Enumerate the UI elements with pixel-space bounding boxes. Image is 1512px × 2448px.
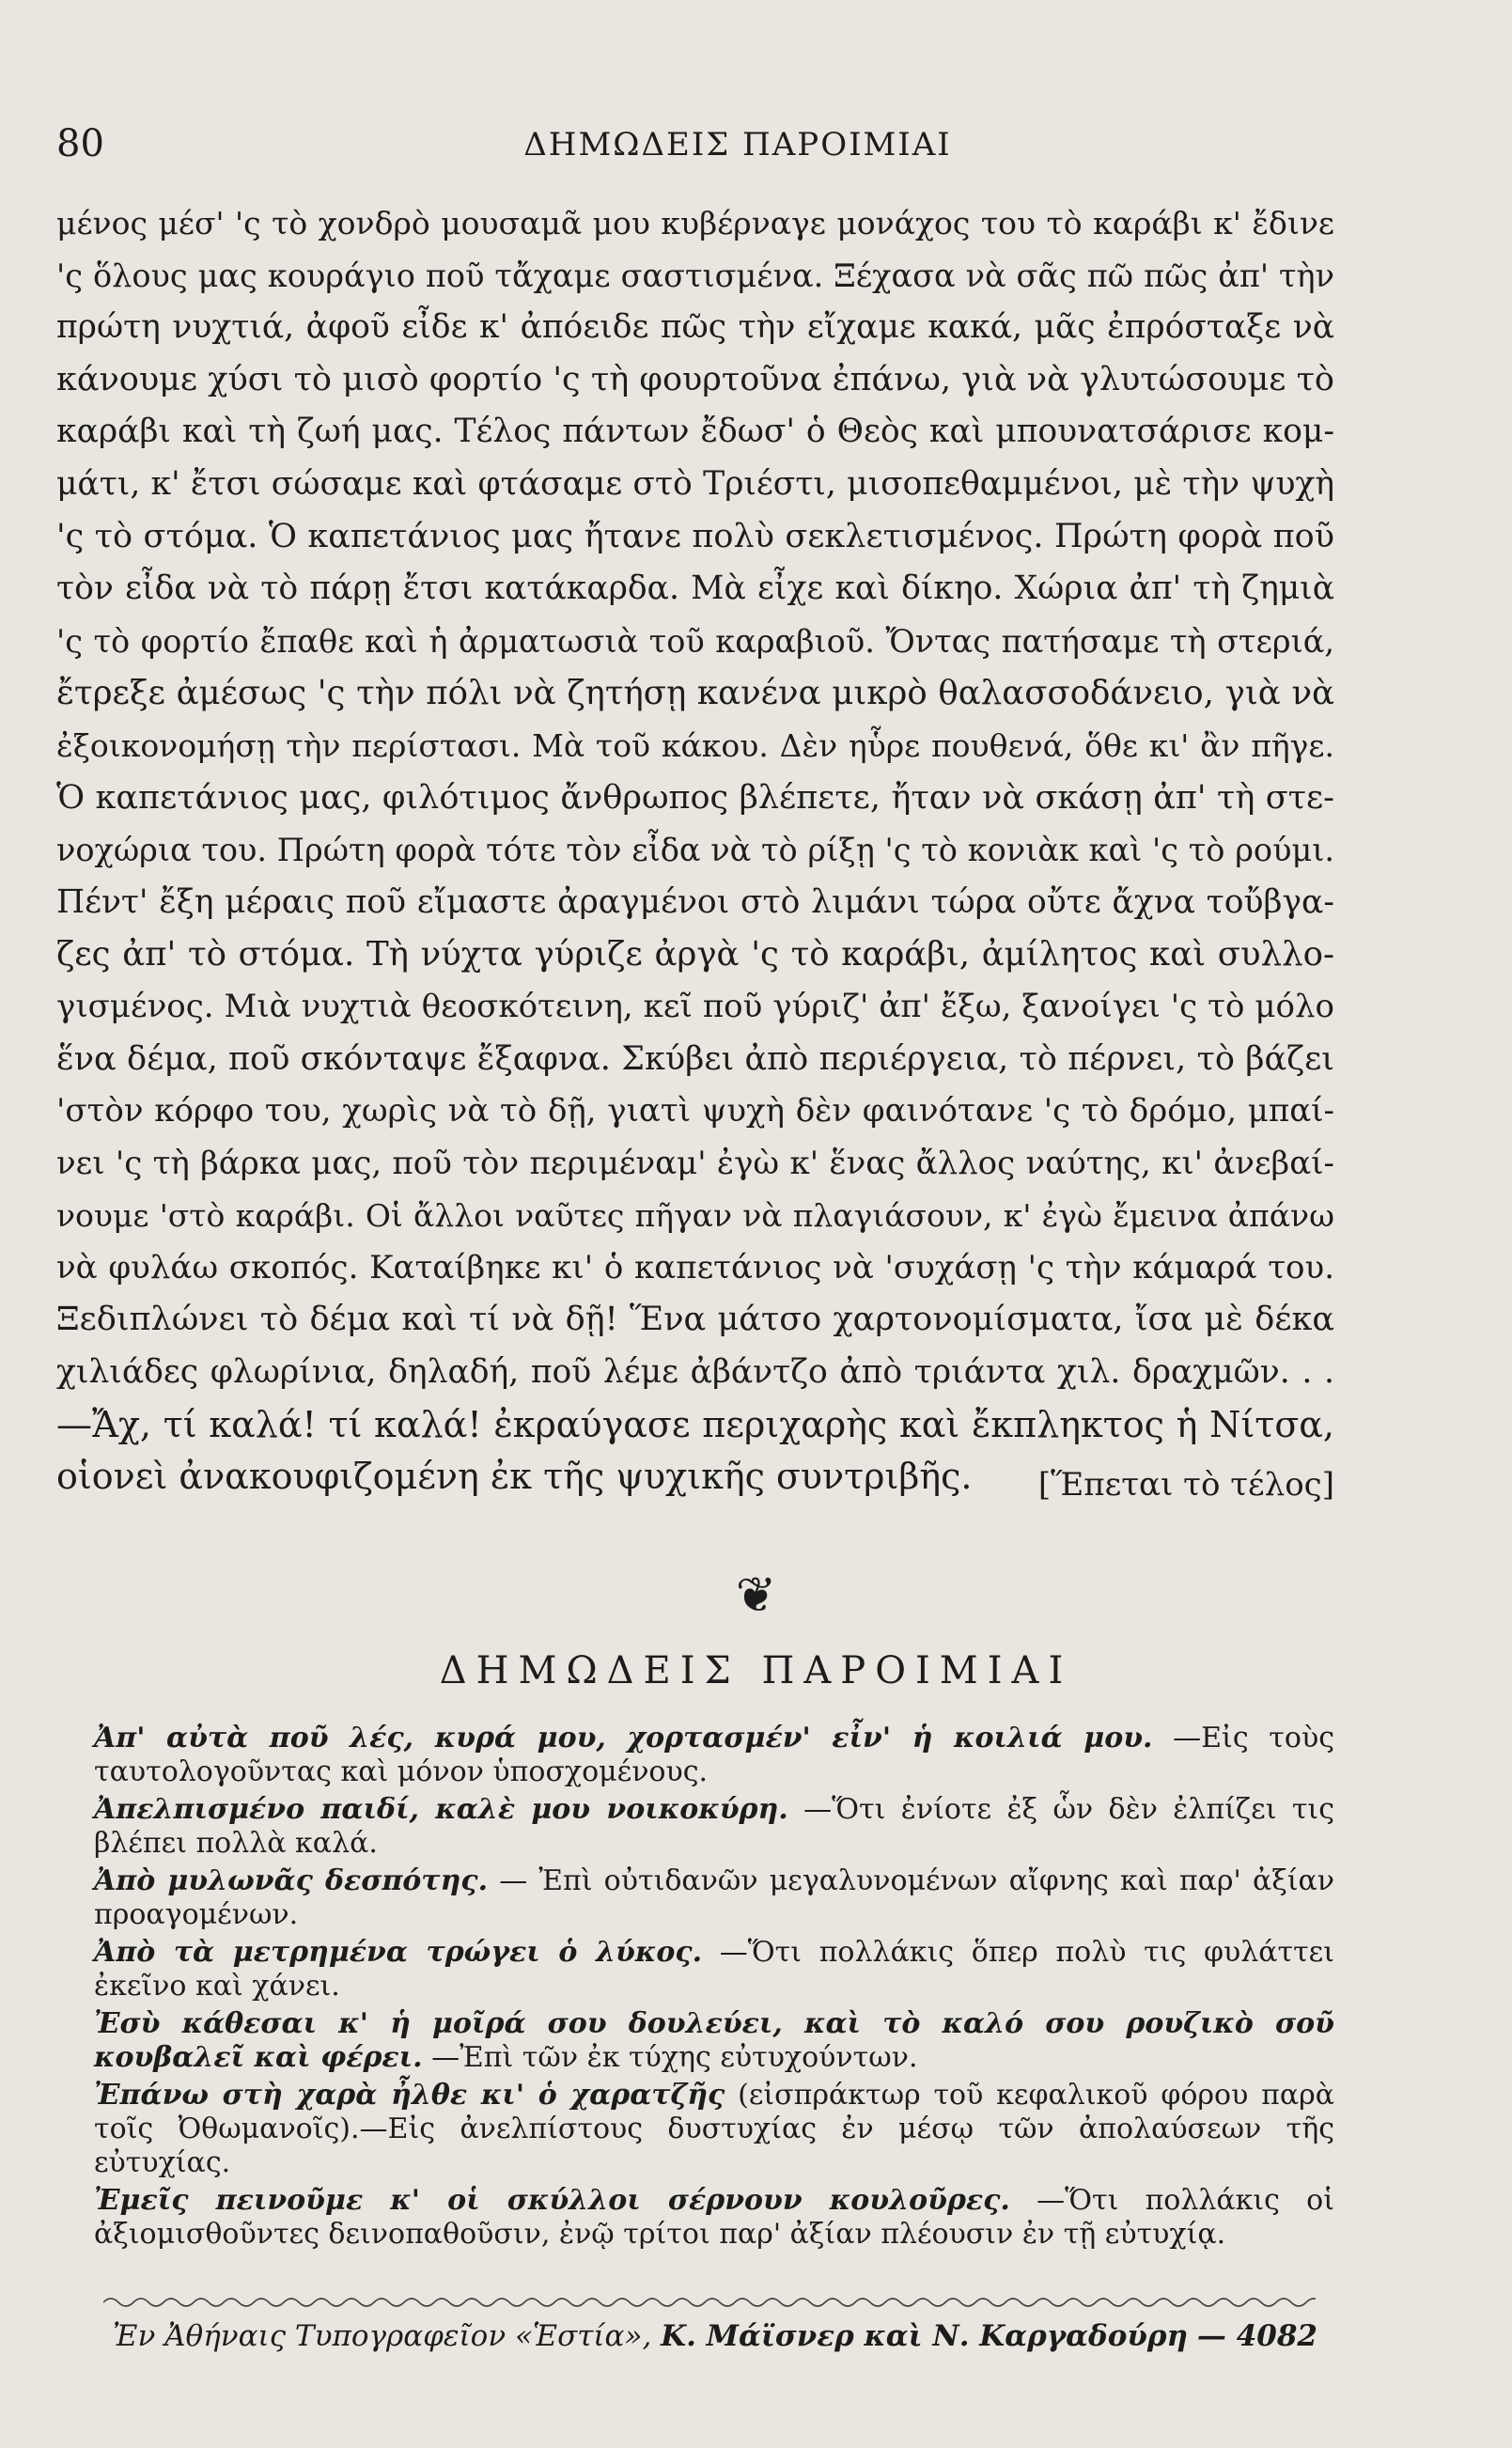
text-line: ἐξοικονομήσῃ τὴν περίστασι. Μὰ τοῦ κάκου. Δὲν ηὗρε πουθενά, ὅθε κι' ἂν πῆγε.	[56, 726, 1334, 764]
text-line: νει 'ς τὴ βάρκα μας, ποῦ τὸν περιμέναμ' ἐγὼ κ' ἕνας ἄλλος ναύτης, κι' ἀνεβαί-	[56, 1144, 1334, 1182]
text-line: ζες ἀπ' τὸ στόμα. Τὴ νύχτα γύριζε ἀργὰ 'ς τὸ καράβι, ἀμίλητος καὶ συλλο-	[56, 935, 1334, 975]
proverb-entry	[94, 2184, 1334, 2252]
printer-imprint: Ἐν Ἀθήναις Τυπογραφεῖον «Ἑστία», Κ. Μάϊσνερ καὶ Ν. Καργαδούρη — 4082	[113, 2319, 1317, 2353]
text-line: Ξεδιπλώνει τὸ δέμα καὶ τί νὰ δῇ! Ἕνα μάτσο χαρτονομίσματα, ἴσα μὲ δέκα	[56, 1301, 1334, 1339]
text-line: πρώτη νυχτιά, ἀφοῦ εἶδε κ' ἀπόειδε πῶς τὴν εἴχαμε κακά, μᾶς ἐπρόσταξε νὰ	[56, 308, 1334, 347]
page-header	[56, 122, 1419, 179]
text-line: χιλιάδες φλωρίνια, δηλαδή, ποῦ λέμε ἀβάντζο ἀπὸ τριάντα χιλ. δραχμῶν. . .	[56, 1353, 1334, 1392]
text-line: νοχώρια του. Πρώτη φορὰ τότε τὸν εἶδα νὰ τὸ ρίξῃ 'ς τὸ κονιὰκ καὶ 'ς τὸ ρούμι.	[56, 832, 1334, 869]
text-line: νουμε 'στὸ καράβι. Οἱ ἄλλοι ναῦτες πῆγαν νὰ πλαγιάσουν, κ' ἐγὼ ἔμεινα ἀπάνω	[56, 1197, 1334, 1235]
proverb-gloss: —Ὅτι πολλάκις ὅπερ πολὺ τις φυλάττει ἐκεῖνο καὶ χάνει.	[94, 1936, 1334, 2003]
text-line: γισμένος. Μιὰ νυχτιὰ θεοσκότεινη, κεῖ ποῦ γύριζ' ἀπ' ἔξω, ξανοίγει 'ς τὸ μόλο	[56, 987, 1334, 1025]
text-line: μένος μέσ' 'ς τὸ χονδρὸ μουσαμᾶ μου κυβέρναγε μονάχος του τὸ καράβι κ' ἔδινε	[56, 205, 1334, 242]
proverb-gloss: —Ὅτι ἐνίοτε ἐξ ὧν δὲν ἐλπίζει τις βλέπει πολλὰ καλά.	[94, 1793, 1334, 1860]
story-text	[56, 197, 1334, 1504]
proverb-gloss: (εἰσπράκτωρ τοῦ κεφαλικοῦ φόρου παρὰ τοῖς Ὀθωμανοῖς).—Εἰς ἀνελπίστους δυστυχίας ἐν μέσῳ τῶν ἀπολαύσεων τῆς εὐτυχίας.	[94, 2079, 1335, 2179]
proverb-text: Ἀπὸ τὰ μετρημένα τρώγει ὁ λύκος.	[94, 1936, 703, 1969]
proverb-gloss: —Ὅτι πολλάκις οἱ ἀξιομισθοῦντες δεινοπαθοῦσιν, ἐνῷ τρίτοι παρ' ἀξίαν πλέουσιν ἐν τῇ εὐτυχίᾳ.	[94, 2184, 1334, 2251]
text-line: μάτι, κ' ἔτσι σώσαμε καὶ φτάσαμε στὸ Τριέστι, μισοπεθαμμένοι, μὲ τὴν ψυχὴ	[56, 464, 1334, 503]
proverb-gloss: —Ἐπὶ τῶν ἐκ τύχης εὐτυχούντων.	[431, 2041, 918, 2074]
proverb-text: Ἐπάνω στὴ χαρὰ ἦλθε κι' ὁ χαρατζῆς	[94, 2079, 725, 2112]
proverb-list	[94, 1722, 1334, 2255]
section-title: ΔΗΜΩΔΕΙΣ ΠΑΡΟΙΜΙΑΙ	[439, 1649, 1073, 1692]
proverb-gloss: — Ἐπὶ οὐτιδανῶν μεγαλυνομένων αἴφνης καὶ παρ' ἀξίαν προαγομένων.	[94, 1864, 1335, 1931]
text-line: τὸν εἶδα νὰ τὸ πάρῃ ἔτσι κατάκαρδα. Μὰ εἶχε καὶ δίκηο. Χώρια ἀπ' τὴ ζημιὰ	[56, 569, 1334, 608]
text-line: 'ς τὸ στόμα. Ὁ καπετάνιος μας ἤτανε πολὺ σεκλετισμένος. Πρώτη φορὰ ποῦ	[56, 517, 1334, 555]
text-line: Ὁ καπετάνιος μας, φιλότιμος ἄνθρωπος βλέπετε, ἤταν νὰ σκάσῃ ἀπ' τὴ στε-	[56, 778, 1334, 817]
proverb-gloss: —Εἰς τοὺς ταυτολογοῦντας καὶ μόνον ὑποσχομένους.	[94, 1722, 1334, 1788]
proverb-entry	[94, 1864, 1334, 1932]
imprint-names: Κ. Μάϊσνερ καὶ Ν. Καργαδούρη	[661, 2319, 1189, 2353]
proverb-entry	[94, 2007, 1334, 2075]
text-line: κάνουμε χύσι τὸ μισὸ φορτίο 'ς τὴ φουρτοῦνα ἐπάνω, γιὰ νὰ γλυτώσουμε τὸ	[56, 360, 1334, 398]
proverb-entry	[94, 2079, 1334, 2180]
wavy-rule	[103, 2293, 1316, 2312]
imprint-number: — 4082	[1196, 2319, 1317, 2353]
text-line: ἕνα δέμα, ποῦ σκόνταψε ἔξαφνα. Σκύβει ἀπὸ περιέργεια, τὸ πέρνει, τὸ βάζει	[56, 1039, 1334, 1078]
text-line: 'ς τὸ φορτίο ἔπαθε καὶ ἡ ἀρματωσιὰ τοῦ καραβιοῦ. Ὄντας πατήσαμε τὴ στεριά,	[56, 622, 1334, 660]
text-line: οἱονεὶ ἀνακουφιζομένη ἐκ τῆς ψυχικῆς συντριβῆς.	[56, 1456, 973, 1498]
proverb-text: Ἐμεῖς πεινοῦμε κ' οἱ σκύλλοι σέρνουν κουλοῦρες.	[94, 2184, 1010, 2217]
imprint-prefix: Ἐν Ἀθήναις Τυπογραφεῖον «Ἑστία»	[113, 2319, 643, 2353]
text-line: Πέντ' ἔξη μέραις ποῦ εἴμαστε ἀραγμένοι στὸ λιμάνι τώρα οὔτε ἄχνα τοὔβγα-	[56, 882, 1334, 921]
proverb-text: Ἀπελπισμένο παιδί, καλὲ μου νοικοκύρη.	[94, 1793, 788, 1826]
text-line: 'ς ὅλους μας κουράγιο ποῦ τἄχαμε σαστισμένα. Ξέχασα νὰ σᾶς πῶ πῶς ἀπ' τὴν	[56, 257, 1334, 294]
proverb-text: Ἐσὺ κάθεσαι κ' ἡ μοῖρά σου δουλεύει, καὶ τὸ καλό σου ρουζικὸ σοῦ κουβαλεῖ καὶ φέρει.	[94, 2007, 1334, 2074]
proverb-entry	[94, 1793, 1334, 1861]
running-title: ΔΗΜΩΔΕΙΣ ΠΑΡΟΙΜΙΑΙ	[523, 126, 952, 164]
section-ornament: ❦	[735, 1567, 777, 1624]
proverb-text: Ἀπ' αὐτὰ ποῦ λές, κυρά μου, χορτασμέν' εἶν' ἡ κοιλιά μου.	[94, 1722, 1153, 1754]
proverb-entry	[94, 1722, 1334, 1789]
proverb-entry	[94, 1936, 1334, 2004]
text-line: 'στὸν κόρφο του, χωρὶς νὰ τὸ δῇ, γιατὶ ψυχὴ δὲν φαινότανε 'ς τὸ δρόμο, μπαί-	[56, 1092, 1334, 1130]
continued-note: [Ἕπεται τὸ τέλος]	[1037, 1465, 1334, 1504]
text-line: —Ἄχ, τί καλά! τί καλά! ἐκραύγασε περιχαρὴς καὶ ἔκπληκτος ἡ Νίτσα,	[56, 1403, 1334, 1445]
page-number: 80	[56, 122, 104, 165]
proverb-text: Ἀπὸ μυλωνᾶς δεσπότης.	[94, 1864, 489, 1897]
text-line: νὰ φυλάω σκοπός. Καταίβηκε κι' ὁ καπετάνιος νὰ 'συχάσῃ 'ς τὴν κάμαρά του.	[56, 1248, 1334, 1286]
text-line: καράβι καὶ τὴ ζωή μας. Τέλος πάντων ἔδωσ' ὁ Θεὸς καὶ μπουνατσάρισε κομ-	[56, 413, 1334, 451]
text-line: ἔτρεξε ἀμέσως 'ς τὴν πόλι νὰ ζητήσῃ κανένα μικρὸ θαλασσοδάνειο, γιὰ νὰ	[56, 674, 1334, 713]
